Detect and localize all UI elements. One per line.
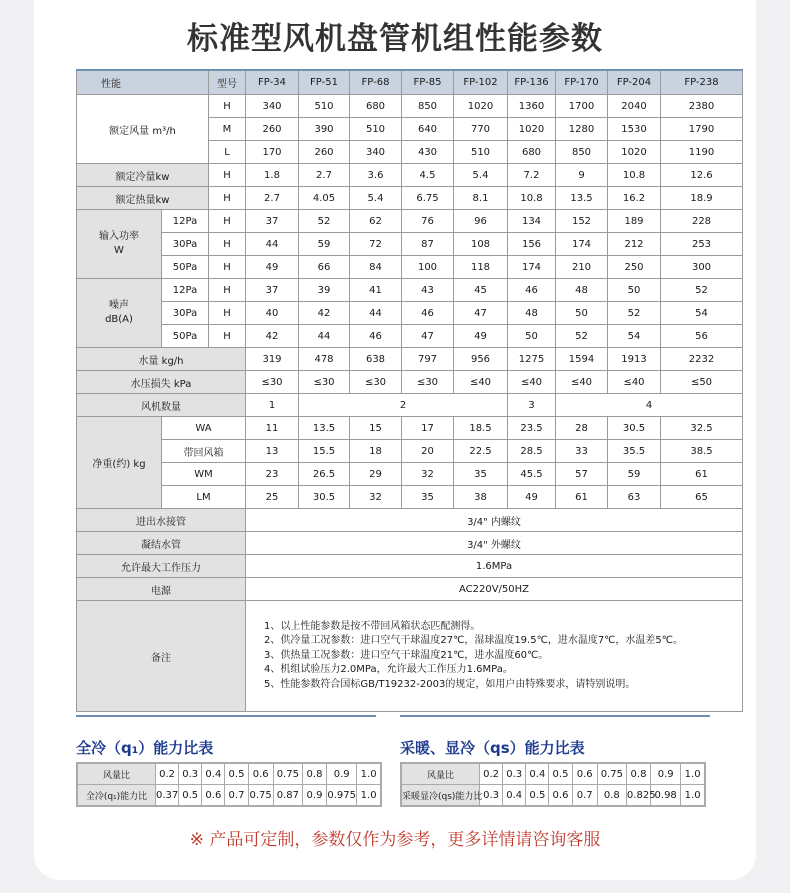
value-cell: 59 [608,463,661,486]
value-cell: 640 [402,118,454,141]
value-cell: 11 [246,417,299,440]
value-cell: 45.5 [508,463,556,486]
value-cell: 770 [454,118,508,141]
value-cell: 2040 [608,95,661,118]
value-cell: 3 [508,394,556,417]
value-cell: 45 [454,279,508,302]
cooling-row [77,164,743,187]
max-pressure-value: 1.6MPa [246,555,743,578]
value-cell: 52 [608,302,661,325]
value-cell: 8.1 [454,187,508,210]
notes-row [77,601,743,712]
inlet-row [77,509,743,532]
cooling-label: 额定冷量kw [77,164,209,187]
value-cell: 956 [454,348,508,371]
airflow-row [77,95,743,118]
inlet-label: 进出水接管 [77,509,246,532]
value-cell: 25 [246,486,299,509]
value-cell: 23 [246,463,299,486]
value-cell: 48 [556,279,608,302]
value-cell: ≤30 [299,371,350,394]
row-label-line: 噪声 [109,300,129,311]
value-cell: 42 [299,302,350,325]
value-cell: 50 [508,325,556,348]
value-cell: 638 [350,348,402,371]
value-cell: 13.5 [556,187,608,210]
value-cell: 18.9 [661,187,743,210]
value-cell: 228 [661,210,743,233]
note-line: 3、供热量工况参数：进口空气干球温度21℃，进水温度60℃。 [264,649,549,661]
ratio-value: 1.0 [681,763,705,785]
ratio-value: 0.5 [526,785,549,807]
heating-row [77,187,743,210]
ratio-value: 0.4 [526,763,549,785]
value-cell: 5.4 [454,164,508,187]
value-cell: 61 [661,463,743,486]
level-cell: H [209,302,246,325]
value-cell: 250 [608,256,661,279]
value-cell: 1190 [661,141,743,164]
inlet-value: 3/4" 内螺纹 [246,509,743,532]
value-cell: 478 [299,348,350,371]
value-cell: 189 [608,210,661,233]
ratio-value: 0.975 [327,785,357,807]
value-cell: 40 [246,302,299,325]
value-cell: 680 [350,95,402,118]
cooling-ratio-table [76,762,382,807]
value-cell: 44 [350,302,402,325]
cooling-ratio-divider [76,715,376,717]
value-cell: 15.5 [299,440,350,463]
level-cell: H [209,164,246,187]
value-cell: ≤40 [508,371,556,394]
value-cell: 253 [661,233,743,256]
value-cell: 87 [402,233,454,256]
ratio-value: 1.0 [357,785,381,807]
value-cell: 46 [350,325,402,348]
ratio-label: 风量比 [401,763,480,785]
value-cell: 4.5 [402,164,454,187]
value-cell: 46 [508,279,556,302]
value-cell: 41 [350,279,402,302]
spec-table [76,69,743,712]
value-cell: 100 [402,256,454,279]
value-cell: 1360 [508,95,556,118]
value-cell: ≤30 [402,371,454,394]
value-cell: 300 [661,256,743,279]
value-cell: 1913 [608,348,661,371]
value-cell: 52 [556,325,608,348]
pressure-cell: 12Pa [162,210,209,233]
heating-ratio-table [400,762,706,807]
value-cell: ≤40 [454,371,508,394]
heating-label: 额定热量kw [77,187,209,210]
ratio-value: 0.75 [273,763,302,785]
level-cell: H [209,325,246,348]
ratio-label: 全冷(q₁)能力比 [77,785,156,807]
value-cell: 52 [661,279,743,302]
value-cell: 260 [246,118,299,141]
value-cell: 1530 [608,118,661,141]
header-model-fp-204: FP-204 [608,70,661,95]
ratio-value: 0.6 [248,763,273,785]
value-cell: 797 [402,348,454,371]
level-cell: H [209,256,246,279]
header-model-fp-136: FP-136 [508,70,556,95]
value-cell: 1790 [661,118,743,141]
ratio-value: 0.2 [480,763,503,785]
header-row [77,70,743,95]
max-pressure-row [77,555,743,578]
value-cell: 48 [508,302,556,325]
ratio-value: 0.75 [248,785,273,807]
pressure-cell: 50Pa [162,256,209,279]
value-cell: 44 [299,325,350,348]
ratio-value: 0.8 [302,763,326,785]
level-cell: H [209,233,246,256]
note-line: 1、以上性能参数是按不带回风箱状态匹配测得。 [264,620,481,632]
value-cell: 38 [454,486,508,509]
pressure-loss-row [77,371,743,394]
value-cell: 96 [454,210,508,233]
header-model-fp-68: FP-68 [350,70,402,95]
ratio-value: 0.3 [480,785,503,807]
value-cell: 7.2 [508,164,556,187]
ratio-label: 风量比 [77,763,156,785]
value-cell: 2380 [661,95,743,118]
value-cell: 2.7 [246,187,299,210]
header-model: 型号 [209,70,246,95]
value-cell: 118 [454,256,508,279]
pressure-loss-label: 水压损失 kPa [77,371,246,394]
ratio-value: 0.98 [651,785,681,807]
weight-label: 净重(约) kg [77,417,162,509]
value-cell: 156 [508,233,556,256]
value-cell: 170 [246,141,299,164]
row-label-line: 输入功率 [99,231,139,242]
value-cell: 18 [350,440,402,463]
weight-row [77,463,743,486]
value-cell: 13.5 [299,417,350,440]
value-cell: 430 [402,141,454,164]
value-cell: 26.5 [299,463,350,486]
ratio-row [77,785,381,807]
ratio-value: 0.6 [202,785,225,807]
value-cell: 30.5 [608,417,661,440]
value-cell: 47 [402,325,454,348]
value-cell: 10.8 [608,164,661,187]
water-flow-label: 水量 kg/h [77,348,246,371]
ratio-value: 0.9 [651,763,681,785]
value-cell: 38.5 [661,440,743,463]
footer-note: ※ 产品可定制，参数仅作为参考，更多详情请咨询客服 [189,830,601,850]
power-label [77,210,162,279]
value-cell: 18.5 [454,417,508,440]
header-model-fp-238: FP-238 [661,70,743,95]
ratio-value: 0.4 [503,785,526,807]
value-cell: 2.7 [299,164,350,187]
pressure-cell: 30Pa [162,302,209,325]
value-cell: 510 [350,118,402,141]
value-cell: 1.8 [246,164,299,187]
value-cell: 54 [661,302,743,325]
value-cell: 46 [402,302,454,325]
ratio-value: 0.75 [597,763,626,785]
value-cell: 260 [299,141,350,164]
ratio-value: 0.6 [549,785,572,807]
note-line: 5、性能参数符合国标GB/T19232-2003的规定，如用户由特殊要求，请特别说明。 [264,678,636,690]
value-cell: 12.6 [661,164,743,187]
value-cell: 52 [299,210,350,233]
value-cell: 212 [608,233,661,256]
value-cell: 510 [299,95,350,118]
drain-label: 凝结水管 [77,532,246,555]
ratio-value: 1.0 [681,785,705,807]
weight-row [77,417,743,440]
ratio-value: 0.9 [327,763,357,785]
noise-row [77,302,743,325]
water-flow-row [77,348,743,371]
power-row [77,256,743,279]
value-cell: 850 [556,141,608,164]
value-cell: 9 [556,164,608,187]
value-cell: 33 [556,440,608,463]
value-cell: 108 [454,233,508,256]
page-title: 标准型风机盘管机组性能参数 [187,21,603,57]
weight-row [77,440,743,463]
row-label-unit: W [114,245,124,256]
value-cell: 6.75 [402,187,454,210]
header-performance: 性能 [77,70,209,95]
value-cell: 59 [299,233,350,256]
value-cell: ≤50 [661,371,743,394]
row-label-unit: dB(A) [105,314,133,325]
value-cell: 49 [454,325,508,348]
ratio-value: 0.37 [156,785,179,807]
ratio-row [77,763,381,785]
power-row [77,210,743,233]
value-cell: 15 [350,417,402,440]
fan-count-label: 风机数量 [77,394,246,417]
value-cell: 37 [246,210,299,233]
drain-row [77,532,743,555]
value-cell: 3.6 [350,164,402,187]
value-cell: 1 [246,394,299,417]
spec-card [34,0,756,880]
level-cell: H [209,187,246,210]
value-cell: 850 [402,95,454,118]
value-cell: 37 [246,279,299,302]
value-cell: 47 [454,302,508,325]
max-pressure-label: 允许最大工作压力 [77,555,246,578]
ratio-value: 0.9 [302,785,326,807]
value-cell: 174 [556,233,608,256]
level-cell: L [209,141,246,164]
value-cell: 50 [556,302,608,325]
value-cell: 4 [556,394,743,417]
value-cell: 22.5 [454,440,508,463]
value-cell: 54 [608,325,661,348]
weight-type: LM [162,486,246,509]
fan-count-row [77,394,743,417]
value-cell: 2232 [661,348,743,371]
ratio-value: 0.3 [503,763,526,785]
header-model-fp-170: FP-170 [556,70,608,95]
value-cell: 28.5 [508,440,556,463]
value-cell: 390 [299,118,350,141]
value-cell: ≤40 [608,371,661,394]
value-cell: 35.5 [608,440,661,463]
value-cell: 1020 [508,118,556,141]
value-cell: 10.8 [508,187,556,210]
ratio-value: 0.8 [597,785,626,807]
value-cell: 35 [454,463,508,486]
value-cell: 42 [246,325,299,348]
power-supply-value: AC220V/50HZ [246,578,743,601]
value-cell: 43 [402,279,454,302]
ratio-value: 0.7 [225,785,248,807]
value-cell: 20 [402,440,454,463]
value-cell: 35 [402,486,454,509]
value-cell: 32 [402,463,454,486]
value-cell: 61 [556,486,608,509]
pressure-cell: 30Pa [162,233,209,256]
level-cell: H [209,210,246,233]
power-supply-row [77,578,743,601]
header-model-fp-34: FP-34 [246,70,299,95]
value-cell: 49 [246,256,299,279]
pressure-cell: 12Pa [162,279,209,302]
ratio-value: 0.3 [179,763,202,785]
value-cell: 680 [508,141,556,164]
ratio-value: 0.5 [225,763,248,785]
power-supply-label: 电源 [77,578,246,601]
weight-row [77,486,743,509]
weight-type: WM [162,463,246,486]
value-cell: 210 [556,256,608,279]
value-cell: 16.2 [608,187,661,210]
ratio-value: 0.8 [626,763,650,785]
value-cell: ≤30 [246,371,299,394]
header-model-fp-102: FP-102 [454,70,508,95]
value-cell: 39 [299,279,350,302]
ratio-row [401,763,705,785]
value-cell: 72 [350,233,402,256]
value-cell: 84 [350,256,402,279]
value-cell: 1594 [556,348,608,371]
value-cell: 28 [556,417,608,440]
ratio-value: 0.5 [549,763,572,785]
value-cell: 29 [350,463,402,486]
value-cell: ≤30 [350,371,402,394]
value-cell: 17 [402,417,454,440]
notes-label: 备注 [77,601,246,712]
ratio-value: 1.0 [357,763,381,785]
airflow-label: 额定风量 m³/h [77,95,209,164]
value-cell: 32.5 [661,417,743,440]
ratio-value: 0.825 [626,785,650,807]
value-cell: 13 [246,440,299,463]
value-cell: 66 [299,256,350,279]
level-cell: H [209,279,246,302]
ratio-value: 0.5 [179,785,202,807]
ratio-value: 0.6 [572,763,597,785]
note-line: 2、供冷量工况参数：进口空气干球温度27℃，湿球温度19.5℃，进水温度7℃，水温差5℃。 [264,635,683,647]
notes-text [246,601,743,712]
value-cell: 319 [246,348,299,371]
weight-type: WA [162,417,246,440]
header-model-fp-51: FP-51 [299,70,350,95]
value-cell: ≤40 [556,371,608,394]
value-cell: 62 [350,210,402,233]
value-cell: 134 [508,210,556,233]
value-cell: 1275 [508,348,556,371]
ratio-value: 0.87 [273,785,302,807]
pressure-cell: 50Pa [162,325,209,348]
value-cell: 510 [454,141,508,164]
noise-label [77,279,162,348]
heating-ratio-divider [400,715,710,717]
ratio-label: 采暖显冷(qs)能力比 [401,785,480,807]
value-cell: 2 [299,394,508,417]
header-model-fp-85: FP-85 [402,70,454,95]
noise-row [77,279,743,302]
noise-row [77,325,743,348]
value-cell: 174 [508,256,556,279]
value-cell: 76 [402,210,454,233]
value-cell: 1020 [454,95,508,118]
value-cell: 340 [246,95,299,118]
ratio-value: 0.2 [156,763,179,785]
value-cell: 50 [608,279,661,302]
heating-ratio-title: 采暖、显冷（qs）能力比表 [400,739,585,757]
value-cell: 1280 [556,118,608,141]
ratio-row [401,785,705,807]
value-cell: 30.5 [299,486,350,509]
note-line: 4、机组试验压力2.0MPa，允许最大工作压力1.6MPa。 [264,664,513,676]
drain-value: 3/4" 外螺纹 [246,532,743,555]
level-cell: M [209,118,246,141]
level-cell: H [209,95,246,118]
power-row [77,233,743,256]
value-cell: 1700 [556,95,608,118]
value-cell: 44 [246,233,299,256]
ratio-value: 0.7 [572,785,597,807]
value-cell: 57 [556,463,608,486]
value-cell: 32 [350,486,402,509]
value-cell: 4.05 [299,187,350,210]
value-cell: 23.5 [508,417,556,440]
ratio-value: 0.4 [202,763,225,785]
weight-type: 带回风箱 [162,440,246,463]
value-cell: 63 [608,486,661,509]
cooling-ratio-title: 全冷（q₁）能力比表 [76,739,214,757]
value-cell: 5.4 [350,187,402,210]
value-cell: 340 [350,141,402,164]
value-cell: 1020 [608,141,661,164]
value-cell: 152 [556,210,608,233]
value-cell: 49 [508,486,556,509]
value-cell: 65 [661,486,743,509]
value-cell: 56 [661,325,743,348]
